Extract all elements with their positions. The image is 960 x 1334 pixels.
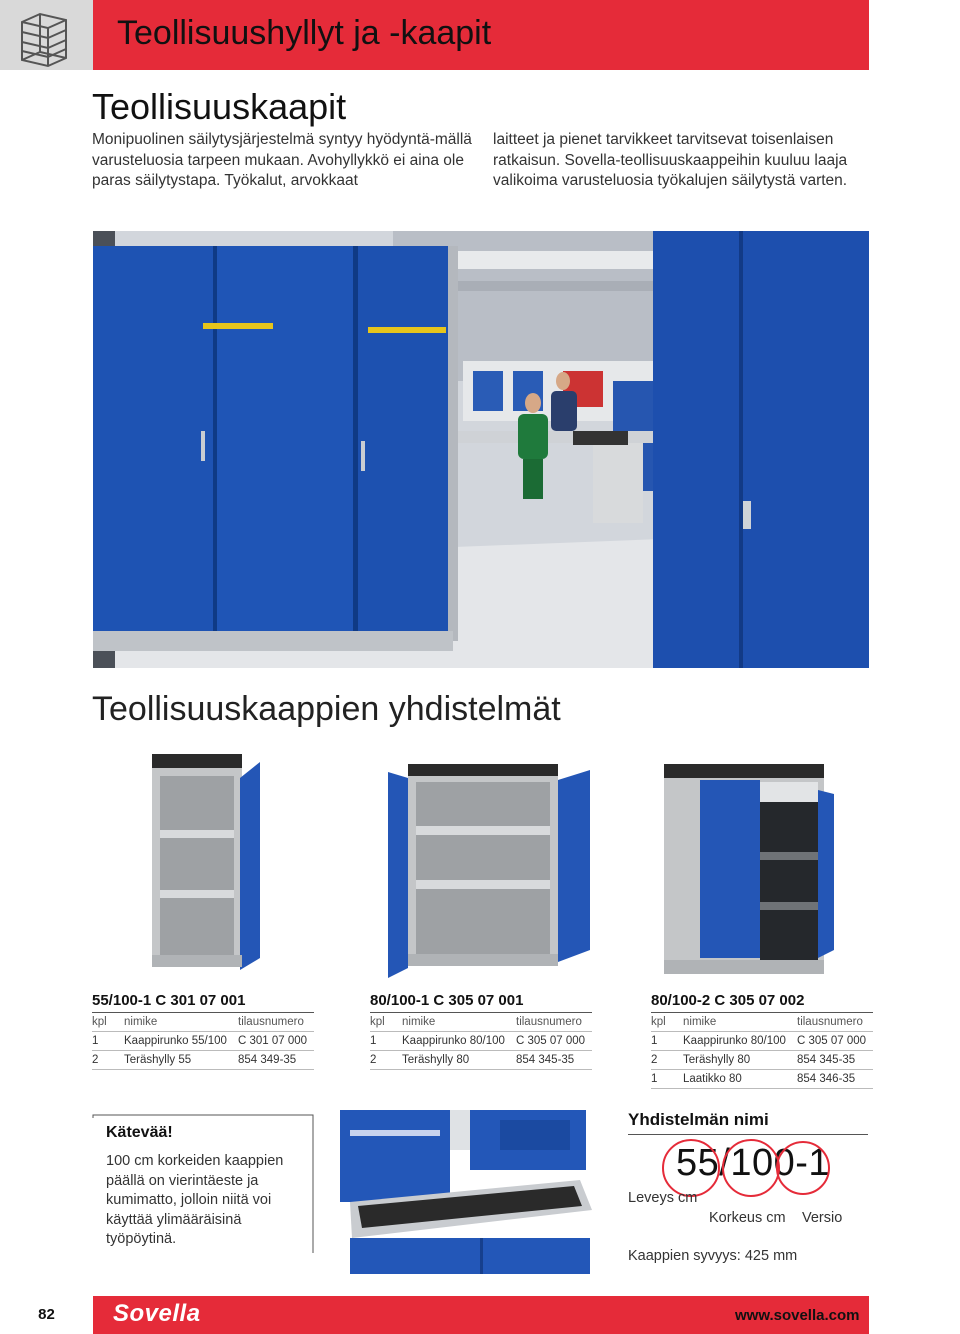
cell-qty: 2 bbox=[92, 1054, 99, 1066]
table-row bbox=[370, 1032, 592, 1051]
cell-qty: 2 bbox=[370, 1054, 377, 1066]
col-header-order-number: tilausnumero bbox=[516, 1016, 582, 1028]
workshop-photo bbox=[93, 231, 869, 668]
sovella-logo: Sovella bbox=[113, 1300, 201, 1327]
table-header-row bbox=[651, 1013, 873, 1032]
table-row bbox=[651, 1070, 873, 1089]
page-title: Teollisuuskaapit bbox=[92, 86, 347, 127]
cell-qty: 1 bbox=[651, 1035, 658, 1047]
cell-order-number: C 305 07 000 bbox=[516, 1035, 586, 1047]
col-header-name: nimike bbox=[683, 1016, 717, 1028]
naming-circles bbox=[628, 1128, 868, 1220]
naming-height-label: Korkeus cm bbox=[709, 1210, 786, 1226]
cabinet-80-100-2-image bbox=[650, 750, 850, 980]
cabinet-55-100-1-image bbox=[150, 750, 270, 980]
cell-order-number: C 301 07 000 bbox=[238, 1035, 308, 1047]
table-row bbox=[651, 1032, 873, 1051]
naming-version-label: Versio bbox=[802, 1210, 843, 1226]
page-number: 82 bbox=[38, 1306, 55, 1323]
col-header-qty: kpl bbox=[370, 1016, 385, 1028]
cell-name: Kaappirunko 55/100 bbox=[124, 1035, 227, 1047]
cell-order-number: 854 346-35 bbox=[797, 1073, 856, 1085]
table-header-row bbox=[370, 1013, 592, 1032]
col-header-order-number: tilausnumero bbox=[797, 1016, 863, 1028]
cell-qty: 1 bbox=[92, 1035, 99, 1047]
cell-name: Teräshylly 80 bbox=[402, 1054, 470, 1066]
shelf-icon bbox=[0, 0, 93, 70]
cell-name: Teräshylly 80 bbox=[683, 1054, 751, 1066]
col-header-name: nimike bbox=[402, 1016, 436, 1028]
cell-name: Kaappirunko 80/100 bbox=[683, 1035, 786, 1047]
table-row bbox=[370, 1051, 592, 1070]
product-table-3 bbox=[651, 992, 873, 1089]
naming-width-label: Leveys cm bbox=[628, 1190, 698, 1206]
cell-name: Laatikko 80 bbox=[683, 1073, 742, 1085]
cell-order-number: 854 349-35 bbox=[238, 1054, 297, 1066]
cell-name: Kaappirunko 80/100 bbox=[402, 1035, 505, 1047]
table-row bbox=[92, 1051, 314, 1070]
footer-url[interactable]: www.sovella.com bbox=[735, 1307, 860, 1324]
product-code: 80/100-2 C 305 07 002 bbox=[651, 992, 873, 1013]
cell-qty: 1 bbox=[651, 1073, 658, 1085]
naming-depth-label: Kaappien syvyys: 425 mm bbox=[628, 1248, 798, 1264]
header-title: Teollisuushyllyt ja -kaapit bbox=[117, 14, 492, 52]
table-row bbox=[92, 1032, 314, 1051]
header-icon-box bbox=[0, 0, 93, 70]
cabinet-80-100-1-image bbox=[368, 750, 600, 980]
cell-qty: 2 bbox=[651, 1054, 658, 1066]
section-title: Teollisuuskaappien yhdistelmät bbox=[92, 690, 561, 728]
col-header-qty: kpl bbox=[651, 1016, 666, 1028]
product-table-2 bbox=[370, 992, 592, 1070]
cell-name: Teräshylly 55 bbox=[124, 1054, 192, 1066]
col-header-order-number: tilausnumero bbox=[238, 1016, 304, 1028]
product-code: 80/100-1 C 305 07 001 bbox=[370, 992, 592, 1013]
naming-title: Yhdistelmän nimi bbox=[628, 1110, 769, 1129]
cell-qty: 1 bbox=[370, 1035, 377, 1047]
tip-title: Kätevää! bbox=[106, 1124, 173, 1141]
tip-box bbox=[92, 1114, 314, 1254]
col-header-qty: kpl bbox=[92, 1016, 107, 1028]
table-header-row bbox=[92, 1013, 314, 1032]
cell-order-number: C 305 07 000 bbox=[797, 1035, 867, 1047]
intro-text-right: laitteet ja pienet tarvikkeet tarvitsevat toisenlaisen ratkaisun. Sovella-teollisuuskaappeihin kuuluu laaja valikoima varusteluosia työkalujen säilytystä varten. bbox=[493, 131, 848, 189]
cabinet-top-detail-photo bbox=[330, 1110, 598, 1274]
naming-code: 55/100-1 bbox=[676, 1142, 831, 1184]
cell-order-number: 854 345-35 bbox=[516, 1054, 575, 1066]
product-code: 55/100-1 C 301 07 001 bbox=[92, 992, 314, 1013]
product-table-1 bbox=[92, 992, 314, 1070]
intro-text-left: Monipuolinen säilytysjärjestelmä syntyy hyödyntä-mällä varusteluosia tarpeen mukaan. Avohyllykkö ei aina ole paras säilytystapa. Työkalut, arvokkaat bbox=[92, 131, 472, 189]
table-row bbox=[651, 1051, 873, 1070]
cell-order-number: 854 345-35 bbox=[797, 1054, 856, 1066]
tip-text: 100 cm korkeiden kaappien päällä on vierintäeste ja kumimatto, jolloin niitä voi käyttää ylimääräisinä työpöytinä. bbox=[106, 1153, 284, 1247]
col-header-name: nimike bbox=[124, 1016, 158, 1028]
